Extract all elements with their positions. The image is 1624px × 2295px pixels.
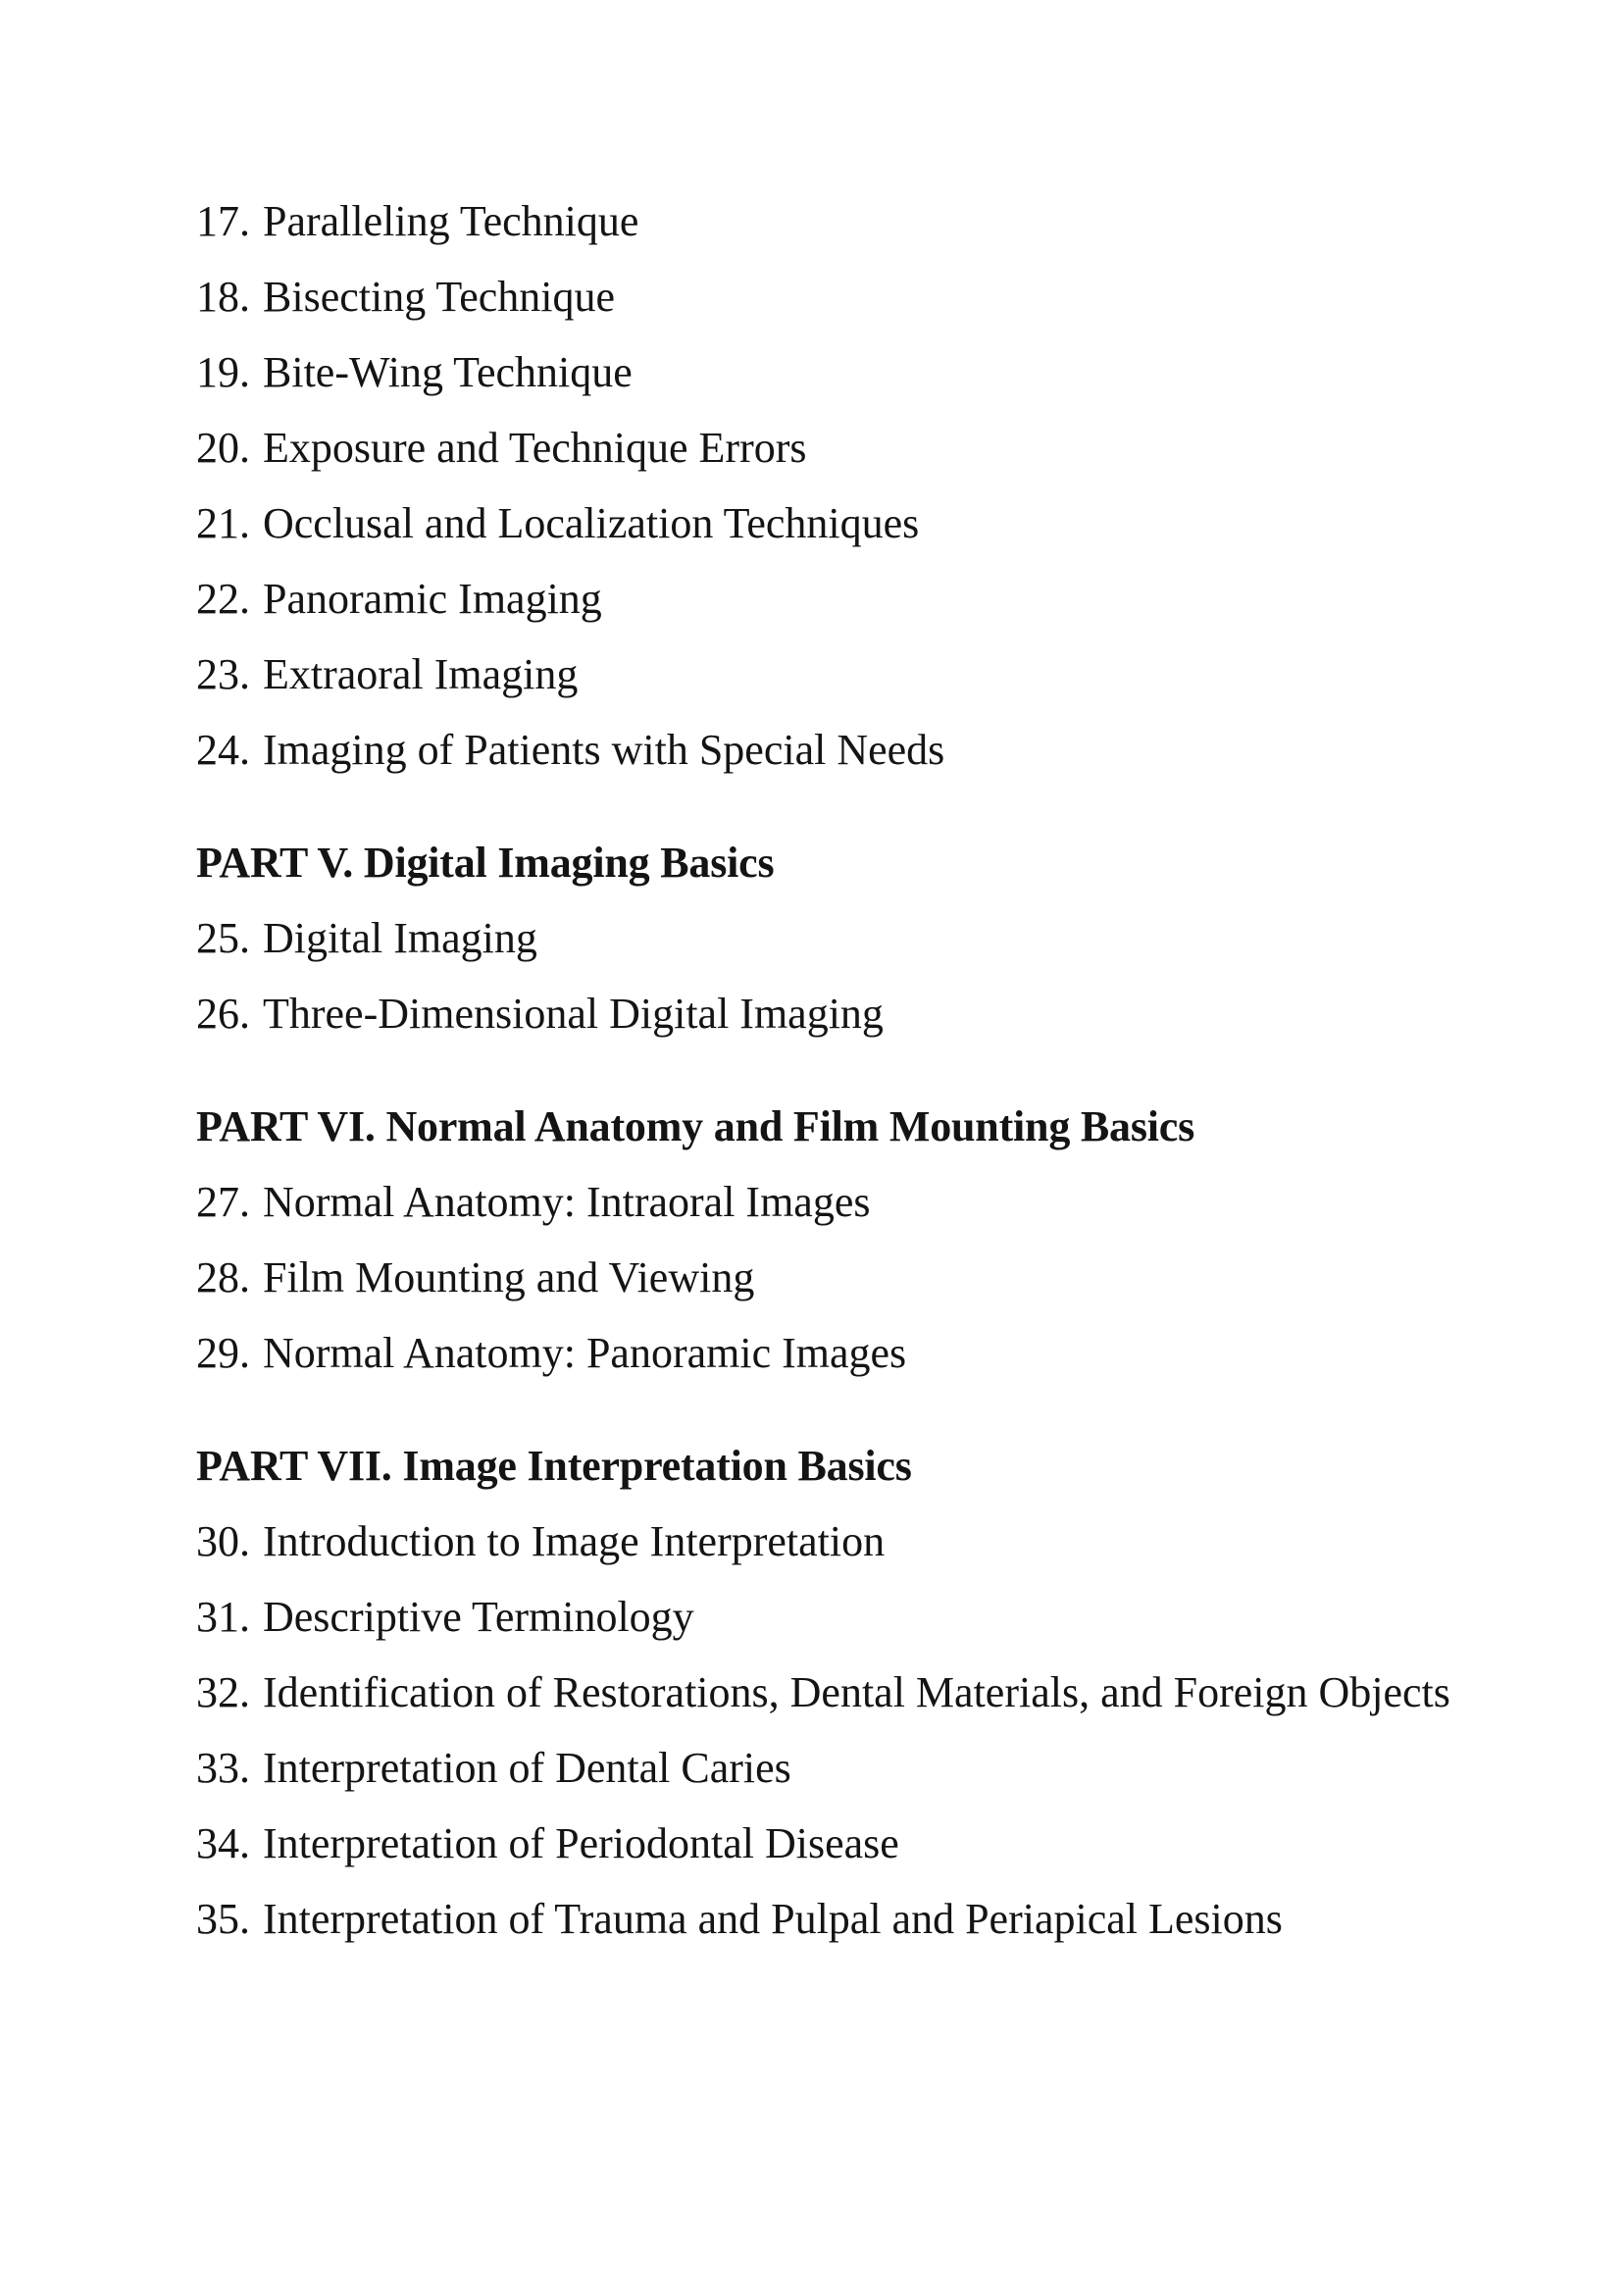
- entry-number: 24.: [196, 726, 250, 774]
- toc-entry: [196, 976, 1569, 1051]
- toc-entry: [196, 1315, 1569, 1391]
- entry-number: 20.: [196, 424, 250, 472]
- toc-entry: [196, 712, 1569, 788]
- part5-section: [196, 825, 1569, 1051]
- entry-title: Occlusal and Localization Techniques: [263, 499, 920, 547]
- entry-number: 21.: [196, 499, 250, 547]
- toc-entry: [196, 485, 1569, 561]
- entry-title: Bisecting Technique: [263, 273, 616, 321]
- part6-section: [196, 1089, 1569, 1391]
- entry-number: 33.: [196, 1744, 250, 1792]
- toc-entry: [196, 1806, 1569, 1881]
- entry-title: Digital Imaging: [263, 914, 537, 962]
- toc-entry: [196, 1164, 1569, 1240]
- entry-number: 18.: [196, 273, 250, 321]
- entry-number: 19.: [196, 348, 250, 396]
- toc-entry: [196, 1655, 1569, 1730]
- toc-entry: [196, 334, 1569, 410]
- part-heading: PART VII. Image Interpretation Basics: [196, 1442, 912, 1490]
- entry-title: Interpretation of Periodontal Disease: [263, 1819, 899, 1867]
- entry-title: Introduction to Image Interpretation: [263, 1517, 886, 1565]
- part4-continued-list: [196, 183, 1569, 788]
- toc-entry: [196, 1730, 1569, 1806]
- toc-entry: [196, 1881, 1569, 1957]
- entry-number: 25.: [196, 914, 250, 962]
- entry-title: Normal Anatomy: Panoramic Images: [263, 1329, 907, 1377]
- entry-title: Interpretation of Trauma and Pulpal and Periapical Lesions: [263, 1895, 1283, 1943]
- entry-title: Panoramic Imaging: [263, 575, 602, 623]
- entry-title: Imaging of Patients with Special Needs: [263, 726, 945, 774]
- entry-number: 31.: [196, 1593, 250, 1641]
- toc-entry: [196, 900, 1569, 976]
- entry-title: Three-Dimensional Digital Imaging: [263, 990, 884, 1038]
- entry-number: 22.: [196, 575, 250, 623]
- toc-entry: [196, 1504, 1569, 1579]
- entry-title: Bite-Wing Technique: [263, 348, 633, 396]
- entry-number: 32.: [196, 1668, 250, 1716]
- entry-number: 28.: [196, 1253, 250, 1301]
- part-heading: PART V. Digital Imaging Basics: [196, 839, 775, 887]
- toc-entry: [196, 183, 1569, 259]
- entry-number: 26.: [196, 990, 250, 1038]
- part7-section: [196, 1428, 1569, 1957]
- entry-number: 29.: [196, 1329, 250, 1377]
- toc-entry: [196, 259, 1569, 334]
- entry-number: 23.: [196, 650, 250, 698]
- entry-number: 30.: [196, 1517, 250, 1565]
- toc-entry: [196, 410, 1569, 485]
- entry-title: Identification of Restorations, Dental Materials, and Foreign Objects: [263, 1668, 1450, 1716]
- entry-title: Interpretation of Dental Caries: [263, 1744, 791, 1792]
- entry-title: Film Mounting and Viewing: [263, 1253, 755, 1301]
- toc-entry: [196, 1579, 1569, 1655]
- entry-title: Descriptive Terminology: [263, 1593, 694, 1641]
- toc-entry: [196, 637, 1569, 712]
- toc-entry: [196, 1240, 1569, 1315]
- entry-number: 35.: [196, 1895, 250, 1943]
- entry-number: 17.: [196, 197, 250, 245]
- entry-title: Paralleling Technique: [263, 197, 639, 245]
- entry-title: Normal Anatomy: Intraoral Images: [263, 1178, 871, 1226]
- part-heading: PART VI. Normal Anatomy and Film Mounting Basics: [196, 1102, 1195, 1150]
- toc-entry: [196, 561, 1569, 637]
- entry-title: Extraoral Imaging: [263, 650, 579, 698]
- entry-title: Exposure and Technique Errors: [263, 424, 807, 472]
- entry-number: 27.: [196, 1178, 250, 1226]
- table-of-contents: [196, 183, 1569, 1957]
- entry-number: 34.: [196, 1819, 250, 1867]
